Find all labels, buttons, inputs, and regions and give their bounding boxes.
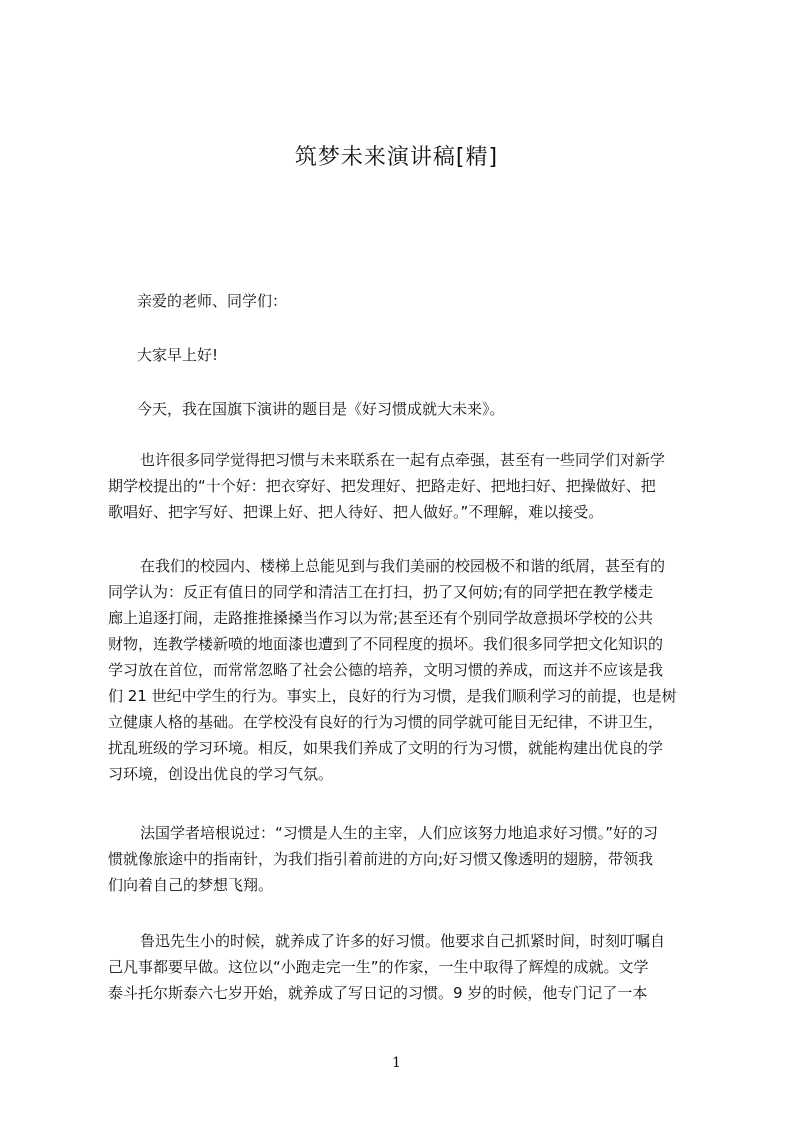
- paragraph-line: 扰乱班级的学习环境。相反，如果我们养成了文明的行为习惯，就能构建出优良的学: [108, 739, 664, 757]
- paragraph-line: 期学校提出的“十个好：把衣穿好、把发理好、把路走好、把地扫好、把操做好、把: [108, 477, 656, 495]
- paragraph-line: 己凡事都要早做。这位以“小跑走完一生”的作家，一生中取得了辉煌的成就。文学: [108, 958, 649, 976]
- paragraph-line: 们向着自己的梦想飞翔。: [108, 876, 274, 894]
- paragraph-line: 学习放在首位，而常常忽略了社会公德的培养，文明习惯的养成，而这并不应该是我: [108, 661, 664, 679]
- greeting-line: 亲爱的老师、同学们：: [137, 292, 288, 310]
- paragraph-line: 在我们的校园内、楼梯上总能见到与我们美丽的校园极不和谐的纸屑，甚至有的: [140, 557, 666, 575]
- paragraph-line: 鲁迅先生小的时候，就养成了许多的好习惯。他要求自己抓紧时间，时刻叮嘱自: [140, 932, 666, 950]
- page-number: 1: [392, 1055, 401, 1071]
- paragraph-line: 同学认为：反正有值日的同学和清洁工在打扫，扔了又何妨;有的同学把在教学楼走: [108, 583, 654, 601]
- paragraph-line: 法国学者培根说过：“习惯是人生的主宰，人们应该努力地追求好习惯。”好的习: [140, 824, 659, 842]
- paragraph-line: 惯就像旅途中的指南针，为我们指引着前进的方向;好习惯又像透明的翅膀，带领我: [108, 850, 654, 868]
- paragraph: [108, 928, 698, 1006]
- paragraph-line: 习环境，创设出优良的学习气氛。: [108, 765, 334, 783]
- paragraph-line: 也许很多同学觉得把习惯与未来联系在一起有点牵强，甚至有一些同学们对新学: [140, 451, 666, 469]
- paragraph-line: 财物，连教学楼新喷的地面漆也遭到了不同程度的损坏。我们很多同学把文化知识的: [108, 635, 664, 653]
- paragraph-line: 立健康人格的基础。在学校没有良好的行为习惯的同学就可能目无纪律，不讲卫生，: [108, 713, 664, 731]
- paragraph-line: 歌唱好、把字写好、把课上好、把人待好、把人做好。”不理解，难以接受。: [108, 503, 604, 521]
- document-title: 筑梦未来演讲稿[精]: [294, 145, 499, 170]
- paragraph-line: 泰斗托尔斯泰六七岁开始，就养成了写日记的习惯。9 岁的时候，他专门记了一本: [108, 984, 648, 1002]
- paragraph-line: 们 21 世纪中学生的行为。事实上，良好的行为习惯，是我们顺利学习的前提，也是树: [108, 687, 677, 705]
- paragraph-line: 廊上追逐打闹，走路推推搡搡当作习以为常;甚至还有个别同学故意损坏学校的公共: [108, 609, 654, 627]
- paragraph: [108, 447, 698, 525]
- greeting-line: 大家早上好!: [137, 346, 219, 364]
- paragraph: [108, 553, 698, 787]
- paragraph: [108, 820, 698, 898]
- greeting-line: 今天，我在国旗下演讲的题目是《好习惯成就大未来》。: [137, 400, 505, 418]
